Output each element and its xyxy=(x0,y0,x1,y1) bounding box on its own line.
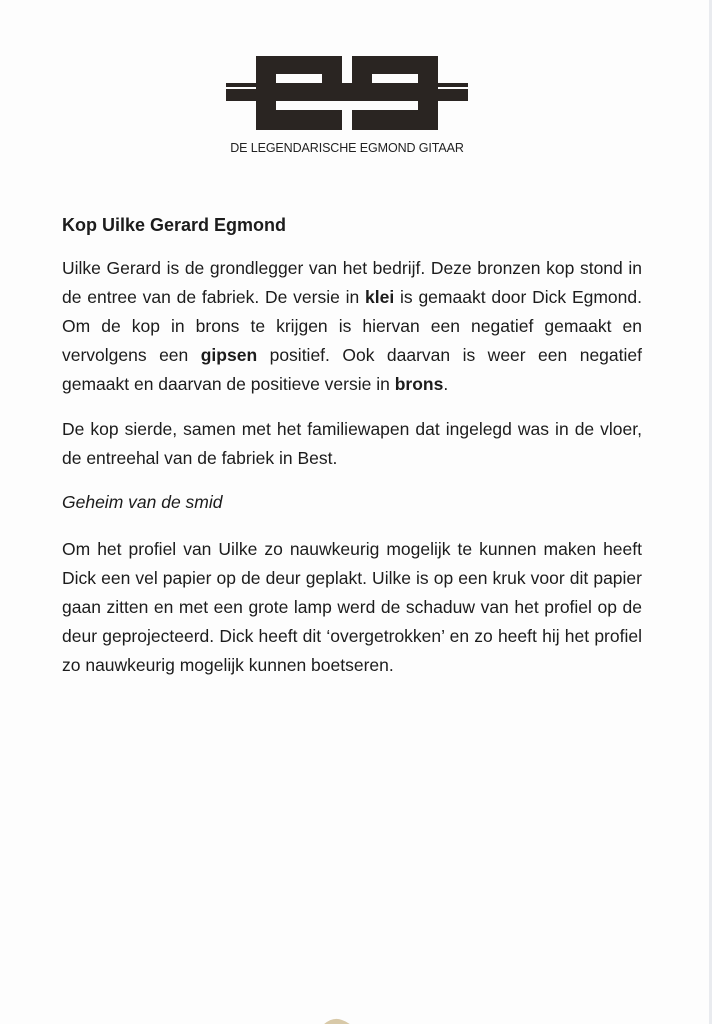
bold-word-gipsen: gipsen xyxy=(200,345,258,365)
article-body xyxy=(62,212,642,696)
paragraph-intro-part-3: positief. Ook daarvan is weer een negatief gemaakt en daarvan de positieve versie in xyxy=(62,345,642,394)
logo-tagline: DE LEGENDARISCHE EGMOND GITAAR xyxy=(230,141,464,155)
paragraph-intro-part-4: . xyxy=(443,374,449,394)
article-title: Kop Uilke Gerard Egmond xyxy=(62,215,287,235)
paragraph-intro-part-1: Uilke Gerard is de grondlegger van het bedrijf. Deze bronzen kop stond in de entree van de fabriek. De versie in xyxy=(62,258,642,307)
paragraph-intro-part-2: is gemaakt door Dick Egmond. Om de kop in brons te krijgen is hiervan een negatief gemaakt en vervolgens een xyxy=(62,287,642,365)
bold-word-brons: brons xyxy=(394,374,444,394)
paragraph-secret: Om het profiel van Uilke zo nauwkeurig mogelijk te kunnen maken heeft Dick een vel papier op de deur geplakt. Uilke is op een kruk voor dit papier gaan zitten en met een grote lamp werd de schaduw van het profiel op de deur geprojecteerd. Dick heeft dit ‘overgetrokken’ en zo heeft hij het profiel zo nauwkeurig mogelijk kunnen boetseren. xyxy=(62,539,642,675)
section-subheading: Geheim van de smid xyxy=(62,492,223,512)
egmond-logo xyxy=(226,52,468,132)
bold-word-klei: klei xyxy=(365,287,395,307)
paper-curl-mark xyxy=(320,1016,354,1024)
paragraph-entrance: De kop sierde, samen met het familiewapen dat ingelegd was in de vloer, de entreehal van de fabriek in Best. xyxy=(62,419,642,468)
paragraph-intro xyxy=(62,254,642,399)
